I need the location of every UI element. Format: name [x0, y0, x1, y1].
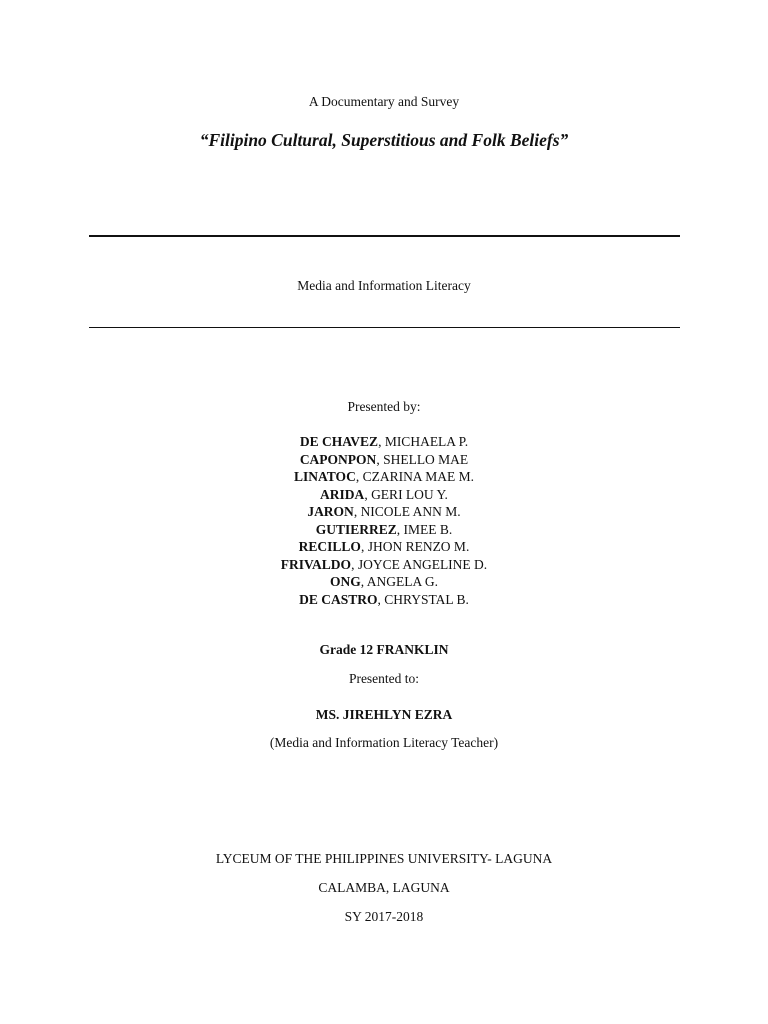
top-divider-thick [89, 235, 680, 237]
school-location: CALAMBA, LAGUNA [318, 880, 450, 895]
presenter-given-name: , MICHAELA P. [378, 434, 469, 449]
presenters-list [0, 433, 768, 608]
presenter-name [0, 503, 768, 521]
presenter-given-name: , JHON RENZO M. [360, 539, 470, 554]
presenter-surname: ARIDA [320, 486, 365, 502]
subject-label: Media and Information Literacy [297, 278, 471, 293]
presented-to-label: Presented to: [348, 671, 420, 686]
presenter-given-name: , JOYCE ANGELINE D. [351, 556, 488, 572]
presenter-name [0, 573, 768, 591]
document-title: “Filipino Cultural, Superstitious and Folk Beliefs” [199, 130, 569, 150]
grade-section: Grade 12 FRANKLIN [319, 642, 449, 657]
presenter-surname: RECILLO [298, 539, 361, 554]
presenter-given-name: , GERI LOU Y. [364, 486, 448, 502]
presenter-name [0, 468, 768, 486]
presenter-surname: FRIVALDO [280, 556, 352, 572]
presenter-name [0, 433, 768, 451]
presenter-name [0, 451, 768, 469]
presenter-name [0, 538, 768, 556]
presenter-surname: LINATOC [294, 469, 356, 484]
presenter-name [0, 591, 768, 609]
presenter-surname: DE CHAVEZ [299, 434, 379, 449]
presenter-surname: GUTIERREZ [315, 521, 397, 537]
bottom-divider-thin [89, 327, 680, 328]
teacher-role: (Media and Information Literacy Teacher) [269, 735, 499, 750]
document-subtitle: A Documentary and Survey [308, 94, 460, 109]
presenter-name [0, 521, 768, 539]
presenter-given-name: , CHRYSTAL B. [377, 591, 469, 607]
presenter-name [0, 556, 768, 574]
presenter-surname: CAPONPON [299, 451, 377, 467]
presenter-surname: JARON [307, 504, 354, 519]
presenter-surname: DE CASTRO [299, 591, 378, 607]
presenter-given-name: , ANGELA G. [360, 574, 438, 589]
presenter-name [0, 486, 768, 504]
presenter-given-name: , IMEE B. [396, 521, 453, 537]
school-name: LYCEUM OF THE PHILIPPINES UNIVERSITY- LAGUNA [215, 851, 553, 866]
presenter-given-name: , NICOLE ANN M. [353, 504, 461, 519]
school-year: SY 2017-2018 [344, 909, 424, 924]
teacher-name: MS. JIREHLYN EZRA [315, 707, 453, 722]
presenter-given-name: , CZARINA MAE M. [355, 469, 474, 484]
presenter-surname: ONG [329, 574, 361, 589]
presenter-given-name: , SHELLO MAE [376, 451, 469, 467]
presented-by-label: Presented by: [347, 399, 421, 414]
